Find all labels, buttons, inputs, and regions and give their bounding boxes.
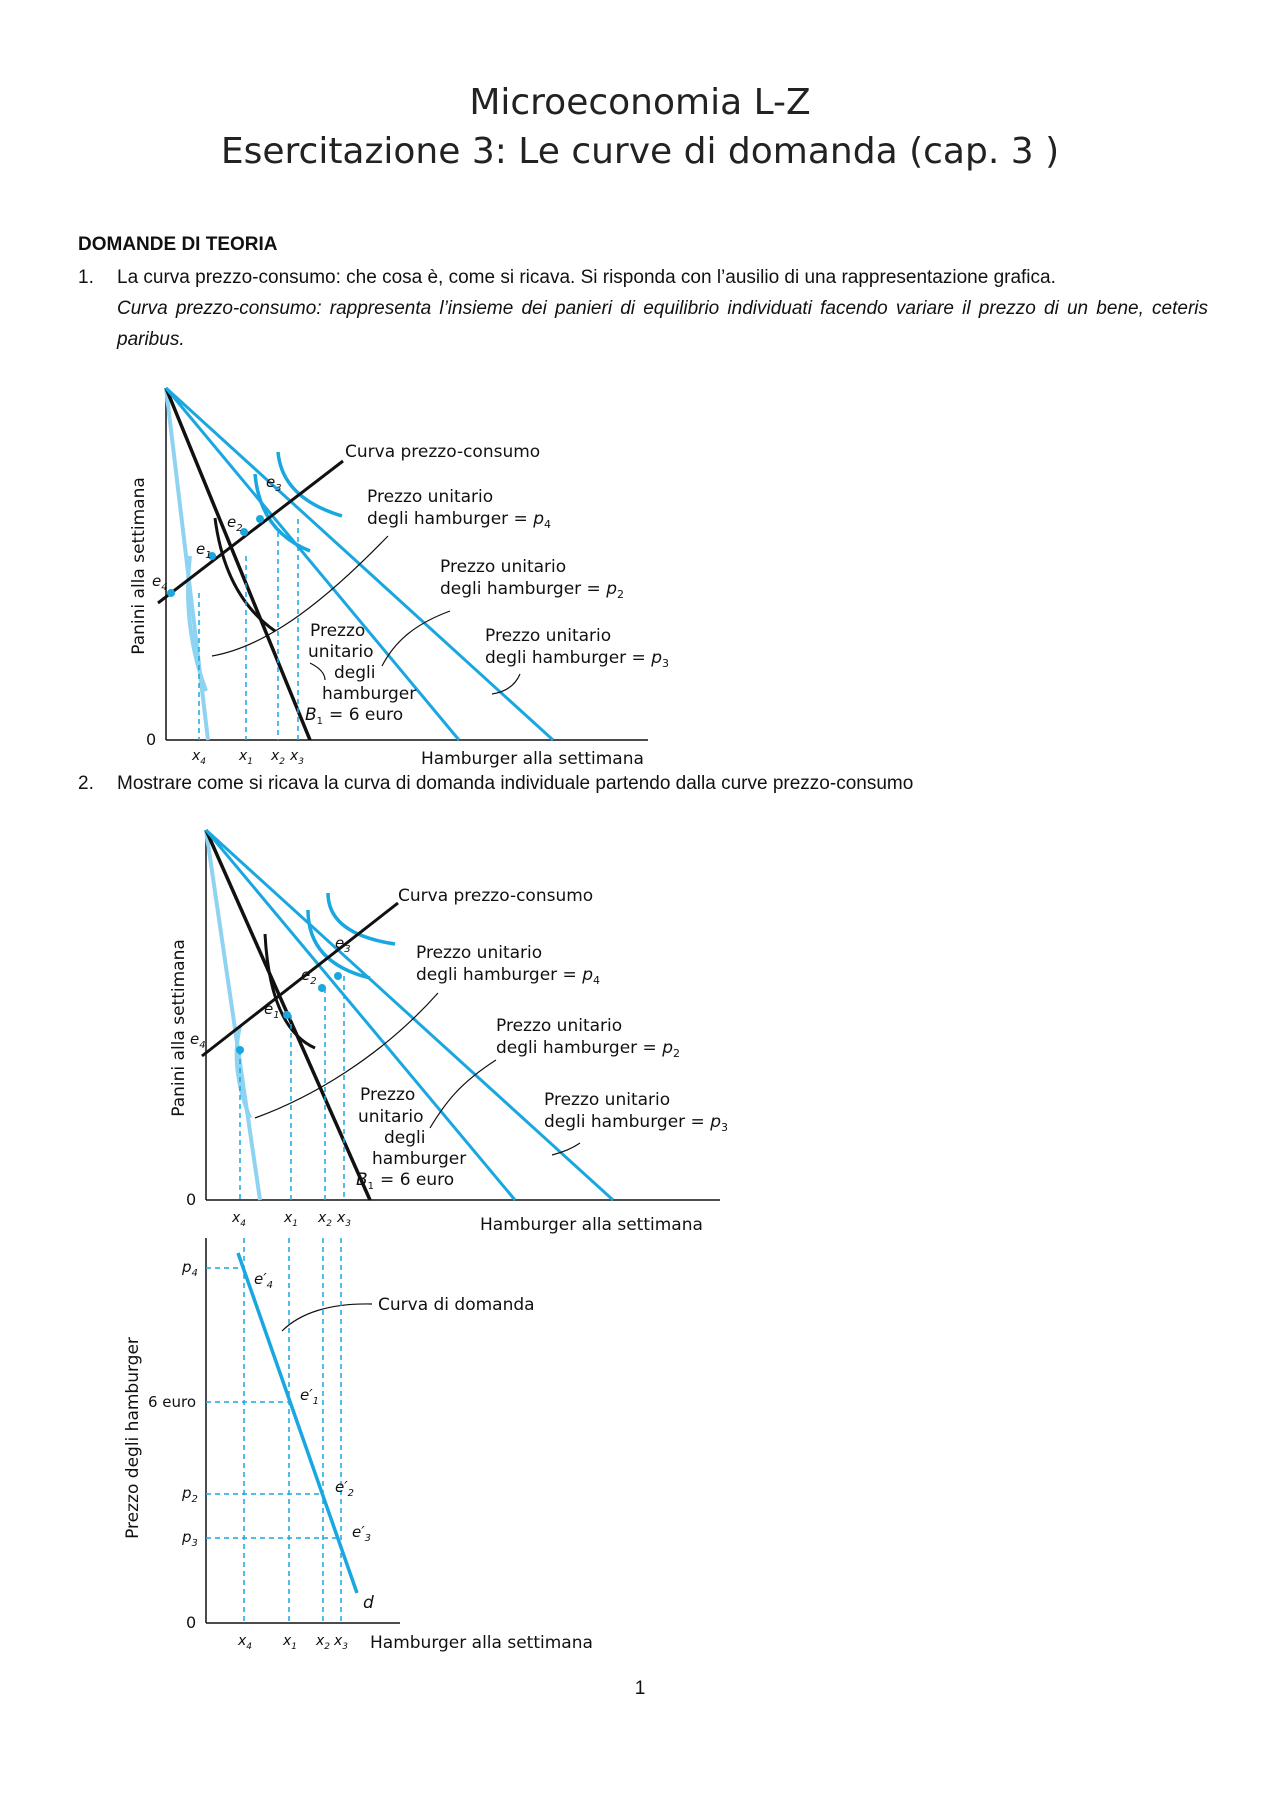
top-x-tick-x1: $x_1$ (284, 1210, 299, 1229)
bottom-x-tick-x2: $x_2$ (316, 1633, 331, 1652)
demand-point-e4: $e'_4$ (254, 1270, 274, 1291)
price-label-p3: Prezzo unitario degli hamburger = $p_3$ (544, 1090, 728, 1134)
origin-label: 0 (146, 730, 157, 749)
pointer-p3 (492, 674, 520, 694)
demand-curve (238, 1253, 357, 1593)
equilibrium-label-e1: $e_1$ (196, 540, 212, 561)
equilibrium-e3 (334, 972, 342, 980)
demand-point-e1: $e'_1$ (300, 1386, 320, 1407)
question-text: La curva prezzo-consumo: che cosa è, come si ricava. Si risponda con l’ausilio di una rappresentazione grafica. (117, 267, 1056, 288)
equilibrium-label-e3: $e_3$ (266, 473, 282, 494)
equilibrium-label-e4: $e_4$ (152, 572, 168, 593)
price-tick-p2: $p_2$ (182, 1484, 198, 1505)
top-y-axis-label: Panini alla settimana (169, 939, 189, 1117)
pointer-p2 (430, 1060, 496, 1128)
equilibrium-e4 (167, 589, 175, 597)
price-label-p2: Prezzo unitario degli hamburger = $p_2$ (440, 557, 624, 601)
question-number: 2. (78, 773, 94, 794)
top-x-tick-x4: $x_4$ (232, 1210, 247, 1229)
bottom-x-tick-x4: $x_4$ (238, 1633, 253, 1652)
equilibrium-e3 (256, 515, 264, 523)
curve-label: Curva prezzo-consumo (345, 442, 541, 462)
pointer-b1 (310, 663, 325, 680)
document-subtitle: Esercitazione 3: Le curve di domanda (cap. 3 ) (220, 131, 1060, 172)
price-tick-p4: $p_4$ (182, 1258, 198, 1279)
question-answer: Curva prezzo-consumo: rappresenta l’insieme dei panieri di equilibrio individuati facendo variare il prezzo di un bene, ceteris paribus. (117, 298, 1208, 350)
bottom-y-axis-label: Prezzo degli hamburger (123, 1337, 143, 1539)
curve-label: Curva prezzo-consumo (398, 886, 594, 906)
demand-point-e2: $e'_2$ (335, 1478, 355, 1499)
equilibrium-label-e2: $e_2$ (227, 513, 243, 534)
indifference-curve-e3 (278, 452, 342, 516)
y-axis-label: Panini alla settimana (129, 477, 149, 655)
x-tick-x3: $x_3$ (290, 748, 305, 767)
equilibrium-label-e4: $e_4$ (190, 1030, 206, 1051)
top-origin-label: 0 (186, 1190, 197, 1209)
equilibrium-label-e2: $e_2$ (301, 966, 317, 987)
question-text: Mostrare come si ricava la curva di domanda individuale partendo dalla curve prezzo-consumo (117, 773, 914, 794)
section-heading: DOMANDE DI TEORIA (78, 234, 278, 255)
price-label-p4: Prezzo unitario degli hamburger = $p_4$ (416, 943, 600, 987)
bottom-x-tick-x3: $x_3$ (334, 1633, 349, 1652)
demand-point-e3: $e'_3$ (352, 1523, 372, 1544)
bottom-origin-label: 0 (186, 1613, 197, 1632)
price-label-b1: Prezzo unitario degli hamburger $B_1 = 6$ euro (356, 1085, 467, 1192)
page-number: 1 (634, 1678, 646, 1699)
demand-curve-name: d (363, 1593, 374, 1613)
price-label-p3: Prezzo unitario degli hamburger = $p_3$ (485, 626, 669, 670)
top-x-axis-label: Hamburger alla settimana (480, 1215, 703, 1235)
equilibrium-label-e1: $e_1$ (264, 1000, 280, 1021)
top-x-tick-x2: $x_2$ (318, 1210, 333, 1229)
x-tick-x4: $x_4$ (192, 748, 207, 767)
price-tick-p3: $p_3$ (182, 1528, 198, 1549)
question-number: 1. (78, 267, 94, 288)
top-x-tick-x3: $x_3$ (337, 1210, 352, 1229)
bottom-x-tick-x1: $x_1$ (283, 1633, 298, 1652)
price-tick-6euro: 6 euro (148, 1393, 197, 1411)
x-tick-x1: $x_1$ (239, 748, 254, 767)
price-label-p2: Prezzo unitario degli hamburger = $p_2$ (496, 1016, 680, 1060)
demand-derivation-figure (123, 798, 780, 1658)
document-title: Microeconomia L-Z (469, 82, 811, 123)
price-label-b1: Prezzo unitario degli hamburger $B_1 = 6$ euro (305, 621, 417, 727)
pointer-demand (282, 1304, 372, 1331)
demand-curve-label: Curva di domanda (378, 1295, 535, 1315)
x-axis-label: Hamburger alla settimana (421, 749, 644, 769)
equilibrium-label-e3: $e_3$ (335, 934, 351, 955)
x-tick-x2: $x_2$ (271, 748, 286, 767)
price-label-p4: Prezzo unitario degli hamburger = $p_4$ (367, 487, 551, 531)
bottom-x-axis-label: Hamburger alla settimana (370, 1633, 593, 1653)
price-consumption-figure (120, 356, 820, 776)
price-consumption-curve (158, 461, 343, 603)
equilibrium-e1 (283, 1011, 291, 1019)
